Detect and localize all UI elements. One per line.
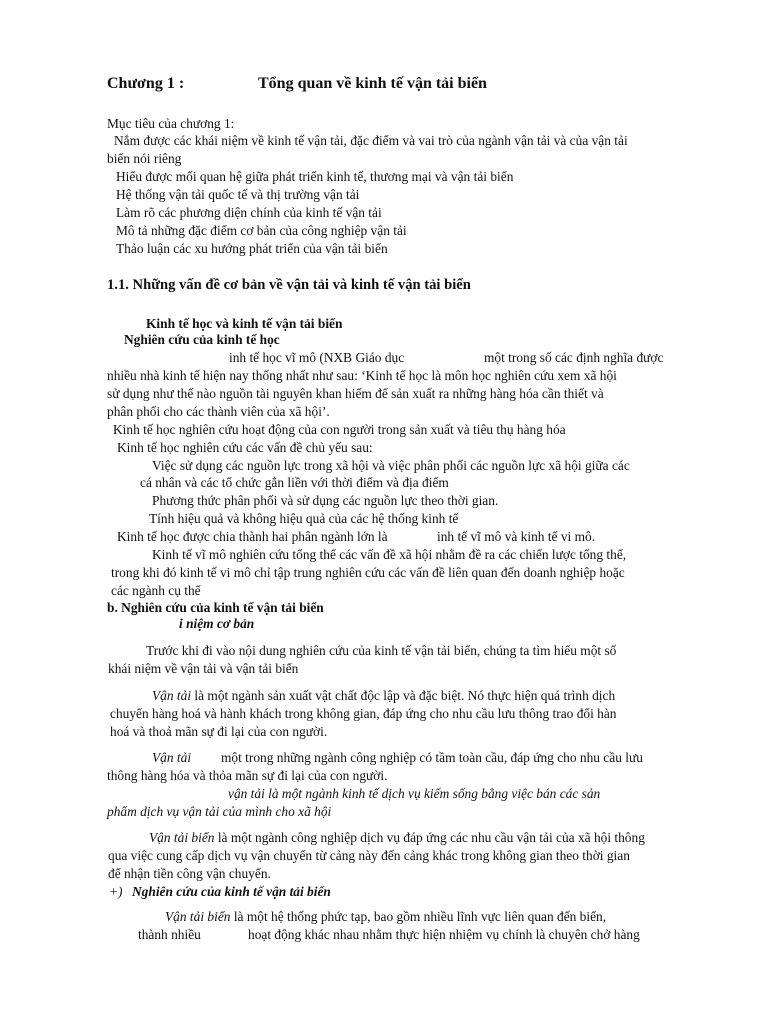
paragraph-line: khái niệm về vận tải và vận tải biển [108, 661, 299, 676]
paragraph-line: hoạt động khác nhau nhằm thực hiện nhiệm vụ chính là chuyên chở hàng [248, 927, 640, 942]
paragraph-line: một trong số các định nghĩa được [484, 350, 664, 365]
list-item: Tính hiệu quả và không hiệu quả của các hệ thống kinh tế [149, 511, 459, 526]
objective-item: Thảo luận các xu hướng phát triển của vận tải biển [116, 241, 388, 256]
paragraph-line: Trước khi đi vào nội dung nghiên cứu của kinh tế vận tải biển, chúng ta tìm hiểu một số [146, 643, 617, 658]
subsection-heading: b. Nghiên cứu của kinh tế vận tải biển [107, 600, 324, 615]
paragraph-line: một trong những ngành công nghiệp có tầm toàn cầu, đáp ứng cho nhu cầu lưu [221, 750, 643, 765]
paragraph-line: phân phối cho các thành viên của xã hội’. [107, 404, 330, 419]
paragraph-line: Kinh tế học được chia thành hai phân ngành lớn là [117, 529, 388, 544]
definition-line: Vận tải biển là một ngành công nghiệp dịch vụ đáp ứng các nhu cầu vận tải của xã hội thông [149, 830, 645, 845]
objective-item: Làm rõ các phương diện chính của kinh tế vận tải [116, 205, 382, 220]
definition-line: Vận tải là một ngành sản xuất vật chất độc lập và đặc biệt. Nó thực hiện quá trình dịch [152, 688, 616, 703]
definition-term: Vận tải biển [149, 830, 215, 845]
paragraph-line: inh tế học vĩ mô (NXB Giáo dục [229, 350, 405, 365]
chapter-number: Chương 1 : [107, 75, 185, 92]
objective-item: Hiểu được mối quan hệ giữa phát triển kinh tế, thương mại và vận tải biển [116, 169, 514, 184]
paragraph-line: Kinh tế vĩ mô nghiên cứu tổng thể các vấn đề xã hội nhằm đề ra các chiến lược tổng thể, [152, 547, 627, 562]
objective-item: Mô tả những đặc điểm cơ bản của công nghiệp vận tải [116, 223, 407, 238]
definition-term: Vận tải biển [165, 909, 231, 924]
list-item: Việc sử dụng các nguồn lực trong xã hội và việc phân phối các nguồn lực xã hội giữa các [152, 458, 630, 473]
paragraph-line: hoá và thoả mãn sự đi lại của con người. [110, 724, 328, 739]
bullet-marker: +) [109, 884, 123, 899]
paragraph-line: chuyển hàng hoá và hành khách trong không gian, đáp ứng cho nhu cầu lưu thông trao đổi hàn [110, 706, 617, 721]
definition-term: Vận tải [152, 750, 192, 765]
objective-item: Hệ thống vận tải quốc tế và thị trường vận tải [116, 187, 360, 202]
italic-line: vận tải là một ngành kinh tế dịch vụ kiếm sống bằng việc bán các sản [228, 786, 601, 801]
definition-term: Vận tải [152, 688, 192, 703]
italic-line: phẩm dịch vụ vận tải của mình cho xã hội [107, 804, 332, 819]
objective-item: Nắm được các khái niệm về kinh tế vận tải, đặc điểm và vai trò của ngành vận tải và của vận tải [114, 133, 628, 148]
list-item: Phương thức phân phối và sử dụng các nguồn lực theo thời gian. [152, 493, 499, 508]
paragraph-line: để nhận tiền công vận chuyển. [108, 866, 271, 881]
paragraph-line: Kinh tế học nghiên cứu các vấn đề chủ yếu sau: [117, 440, 373, 455]
subsection-heading: Nghiên cứu của kinh tế vận tải biển [132, 884, 331, 899]
chapter-title: Tổng quan về kinh tế vận tải biển [258, 75, 487, 92]
paragraph-line: qua việc cung cấp dịch vụ vận chuyển từ cảng này đến cảng khác trong không gian theo thời gian [108, 848, 630, 863]
list-item: cá nhân và các tổ chức gắn liền với thời điểm và địa điểm [140, 475, 449, 490]
paragraph-line: thông hàng hóa và thỏa mãn sự đi lại của con người. [107, 768, 388, 783]
paragraph-line: các ngành cụ thể [111, 583, 201, 598]
paragraph-line: inh tế vĩ mô và kinh tế vi mô. [437, 529, 596, 544]
subsection-heading: Kinh tế học và kinh tế vận tải biển [146, 316, 343, 331]
paragraph-line: thành nhiều [138, 927, 201, 942]
paragraph-line: Kinh tế học nghiên cứu hoạt động của con người trong sản xuất và tiêu thụ hàng hóa [113, 422, 566, 437]
paragraph-line: sử dụng như thế nào nguồn tài nguyên khan hiếm để sản xuất ra những hàng hóa cần thiết và [107, 386, 604, 401]
paragraph-line: trong khi đó kinh tế vi mô chỉ tập trung nghiên cứu các vấn đề liên quan đến doanh nghiệp hoặc [111, 565, 625, 580]
subsection-subheading: Nghiên cứu của kinh tế học [124, 332, 280, 347]
concept-heading: i niệm cơ bản [179, 616, 255, 631]
paragraph-line: nhiều nhà kinh tế hiện nay thống nhất như sau: ‘Kinh tế học là môn học nghiên cứu xem xã hội [107, 368, 617, 383]
objective-item: biển nói riêng [107, 151, 182, 166]
objectives-heading: Mục tiêu của chương 1: [107, 116, 235, 131]
section-heading: 1.1. Những vấn đề cơ bản về vận tải và kinh tế vận tải biển [107, 277, 471, 293]
definition-line: Vận tải biển là một hệ thống phức tạp, bao gồm nhiều lĩnh vực liên quan đến biển, [165, 909, 607, 924]
